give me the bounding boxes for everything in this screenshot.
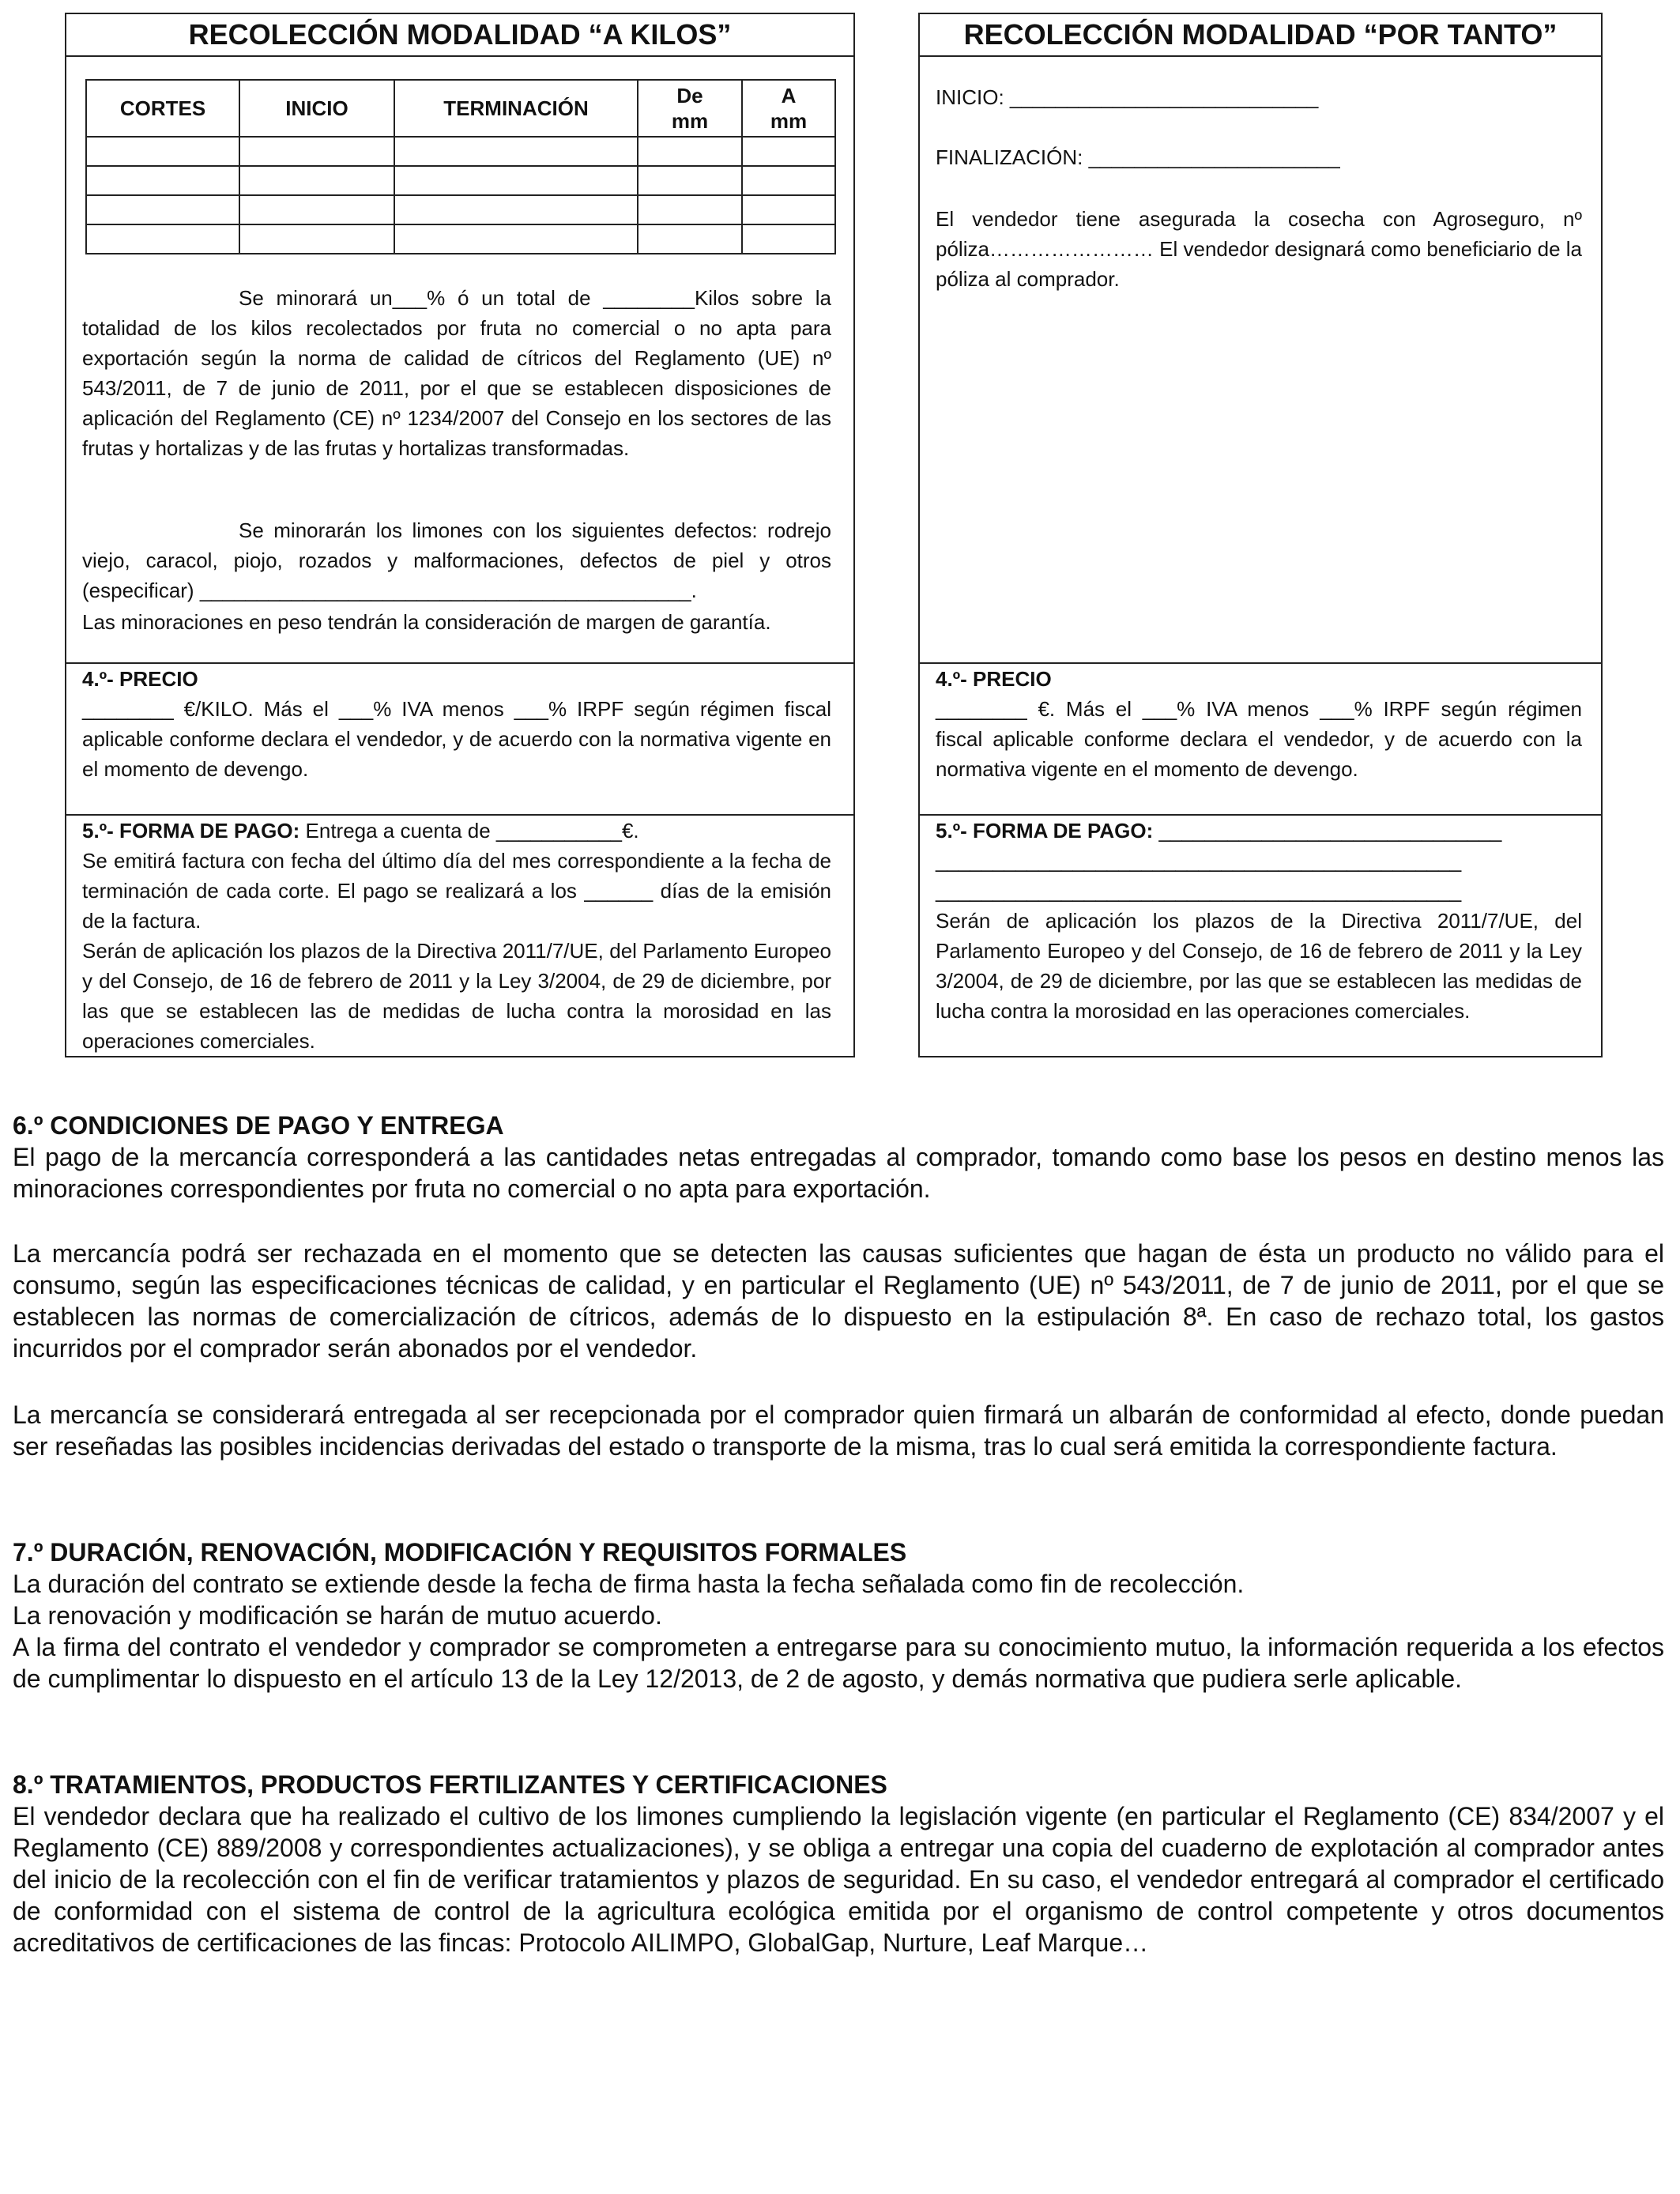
table-cell[interactable] xyxy=(239,166,394,195)
pago-blank-line-3[interactable]: ______________________________________________ xyxy=(936,879,1462,903)
precio-section-left xyxy=(66,662,853,816)
table-row xyxy=(86,224,835,254)
table-header-de-mm: De mm xyxy=(638,80,742,137)
table-row xyxy=(86,166,835,195)
pago-section-left xyxy=(66,814,853,1056)
precio-title-right: 4.º- PRECIO xyxy=(936,667,1052,691)
table-header-inicio: INICIO xyxy=(239,80,394,137)
precio-section-right xyxy=(920,662,1601,816)
pago-factura-text: Se emitirá factura con fecha del último día del mes correspondiente a la fecha de terminación de cada corte. El pago se realizará a los ______ días de la emisión de la factura. xyxy=(82,849,831,933)
table-header-terminacion: TERMINACIÓN xyxy=(394,80,638,137)
section6-paragraph-2: La mercancía podrá ser rechazada en el momento que se detecten las causas suficientes que hagan de ésta un producto no válido para el consumo, según las especificaciones técnicas de calidad, y en particular el Reglamento (UE) nº 543/2011, de 7 de junio de 2011, por el que se establecen las normas de comercialización de cítricos, además de lo dispuesto en la estipulación 8ª. En caso de rechazo total, los gastos incurridos por el comprador serán abonados por el vendedor. xyxy=(13,1239,1664,1363)
margen-garantia-paragraph: Las minoraciones en peso tendrán la consideración de margen de garantía. xyxy=(82,610,771,634)
section6-paragraph-3: La mercancía se considerará entregada al ser recepcionada por el comprador quien firmará un albarán de conformidad al efecto, donde puedan ser reseñadas las posibles incidencias derivadas del estado o transporte de la misma, tras lo cual será emitida la correspondiente factura. xyxy=(13,1400,1664,1461)
table-cell[interactable] xyxy=(239,137,394,166)
pago-blank-line-1[interactable]: ______________________________ xyxy=(1158,819,1502,843)
table-header-a-mm: A mm xyxy=(742,80,835,137)
box-por-tanto xyxy=(918,13,1603,1057)
table-cell[interactable] xyxy=(742,195,835,224)
table-cell[interactable] xyxy=(86,137,239,166)
table-cell[interactable] xyxy=(86,195,239,224)
table-cell[interactable] xyxy=(638,137,742,166)
table-cell[interactable] xyxy=(394,224,638,254)
section8-paragraph-1: El vendedor declara que ha realizado el cultivo de los limones cumpliendo la legislación vigente (en particular el Reglamento (CE) 834/2007 y el Reglamento (CE) 889/2008 y correspondientes actualizaciones), y se obliga a entregar una copia del cuaderno de explotación al comprador antes del inicio de la recolección con el fin de verificar tratamientos y plazos de seguridad. En su caso, el vendedor entregará al comprador el certificado de conformidad con el sistema de control de la agricultura ecológica emitida por el organismo de control competente y otros documentos acreditativos de certificaciones de las fincas: Protocolo AILIMPO, GlobalGap, Nurture, Leaf Marque… xyxy=(13,1802,1664,1957)
table-cell[interactable] xyxy=(742,224,835,254)
box-a-kilos-title: RECOLECCIÓN MODALIDAD “A KILOS” xyxy=(66,14,853,57)
pago-plazos-text-right: Serán de aplicación los plazos de la Directiva 2011/7/UE, del Parlamento Europeo y del Consejo, de 16 de febrero de 2011 y la Ley 3/2004, de 29 de diciembre, por las que se establecen las medidas de lucha contra la morosidad en las operaciones comerciales. xyxy=(936,909,1582,1023)
section7-heading: 7.º DURACIÓN, RENOVACIÓN, MODIFICACIÓN Y REQUISITOS FORMALES xyxy=(13,1538,907,1566)
pago-blank-line-2[interactable]: ______________________________________________ xyxy=(936,849,1462,873)
finalizacion-field[interactable]: FINALIZACIÓN: ______________________ xyxy=(936,145,1340,169)
pago-entrega-text: Entrega a cuenta de ___________€. xyxy=(305,819,639,843)
table-cell[interactable] xyxy=(394,166,638,195)
section7-paragraph-3: A la firma del contrato el vendedor y comprador se comprometen a entregarse para su conocimiento mutuo, la información requerida a los efectos de cumplimentar lo dispuesto en el artículo 13 de la Ley 12/2013, de 2 de agosto, y demás normativa que pudiera serle aplicable. xyxy=(13,1633,1664,1693)
pago-title-left: 5.º- FORMA DE PAGO: xyxy=(82,819,300,843)
table-cell[interactable] xyxy=(86,166,239,195)
pago-plazos-text-left: Serán de aplicación los plazos de la Directiva 2011/7/UE, del Parlamento Europeo y del Consejo, de 16 de febrero de 2011 y la Ley 3/2004, de 29 de diciembre, por las que se establecen las de medidas de lucha contra la morosidad en las operaciones comerciales. xyxy=(82,939,831,1053)
section8-heading: 8.º TRATAMIENTOS, PRODUCTOS FERTILIZANTES Y CERTIFICACIONES xyxy=(13,1770,887,1799)
table-cell[interactable] xyxy=(742,137,835,166)
table-cell[interactable] xyxy=(86,224,239,254)
table-cell[interactable] xyxy=(239,224,394,254)
pago-title-right: 5.º- FORMA DE PAGO: xyxy=(936,819,1154,843)
agroseguro-paragraph: El vendedor tiene asegurada la cosecha con Agroseguro, nº póliza…………………… El vendedor designará como beneficiario de la póliza al comprador. xyxy=(936,207,1582,291)
box-por-tanto-title: RECOLECCIÓN MODALIDAD “POR TANTO” xyxy=(920,14,1601,57)
table-cell[interactable] xyxy=(638,224,742,254)
table-row xyxy=(86,195,835,224)
precio-text-left: ________ €/KILO. Más el ___% IVA menos ___% IRPF según régimen fiscal aplicable conforme declara el vendedor, y de acuerdo con la normativa vigente en el momento de devengo. xyxy=(82,697,831,781)
table-header-cortes: CORTES xyxy=(86,80,239,137)
table-cell[interactable] xyxy=(394,137,638,166)
box-a-kilos xyxy=(65,13,855,1057)
table-cell[interactable] xyxy=(638,166,742,195)
section7-paragraph-1: La duración del contrato se extiende desde la fecha de firma hasta la fecha señalada como fin de recolección. xyxy=(13,1570,1245,1598)
section6-heading: 6.º CONDICIONES DE PAGO Y ENTREGA xyxy=(13,1111,504,1140)
table-cell[interactable] xyxy=(239,195,394,224)
table-cell[interactable] xyxy=(742,166,835,195)
pago-first-line-left xyxy=(82,816,639,846)
inicio-field[interactable]: INICIO: ___________________________ xyxy=(936,85,1319,109)
table-cell[interactable] xyxy=(394,195,638,224)
pago-first-line-right xyxy=(936,816,1501,846)
minoracion-paragraph: Se minorará un___% ó un total de ________Kilos sobre la totalidad de los kilos recolectados por fruta no comercial o no apta para exportación según la norma de calidad de cítricos del Reglamento (UE) nº 543/2011, de 7 de junio de 2011, por el que se establecen disposiciones de aplicación del Reglamento (CE) nº 1234/2007 del Consejo en los sectores de las frutas y hortalizas y de las frutas y hortalizas transformadas. xyxy=(82,286,831,460)
pago-section-right xyxy=(920,814,1601,1056)
table-row xyxy=(86,137,835,166)
table-cell[interactable] xyxy=(638,195,742,224)
precio-title-left: 4.º- PRECIO xyxy=(82,667,198,691)
cortes-table xyxy=(85,79,836,254)
defectos-paragraph: Se minorarán los limones con los siguientes defectos: rodrejo viejo, caracol, piojo, rozados y malformaciones, defectos de piel y otros (especificar) ___________________________________________. xyxy=(82,518,831,602)
precio-text-right: ________ €. Más el ___% IVA menos ___% IRPF según régimen fiscal aplicable conforme declara el vendedor, y de acuerdo con la normativa vigente en el momento de devengo. xyxy=(936,697,1582,781)
section7-paragraph-2: La renovación y modificación se harán de mutuo acuerdo. xyxy=(13,1601,662,1630)
section6-paragraph-1: El pago de la mercancía corresponderá a las cantidades netas entregadas al comprador, tomando como base los pesos en destino menos las minoraciones correspondientes por fruta no comercial o no apta para exportación. xyxy=(13,1143,1664,1203)
